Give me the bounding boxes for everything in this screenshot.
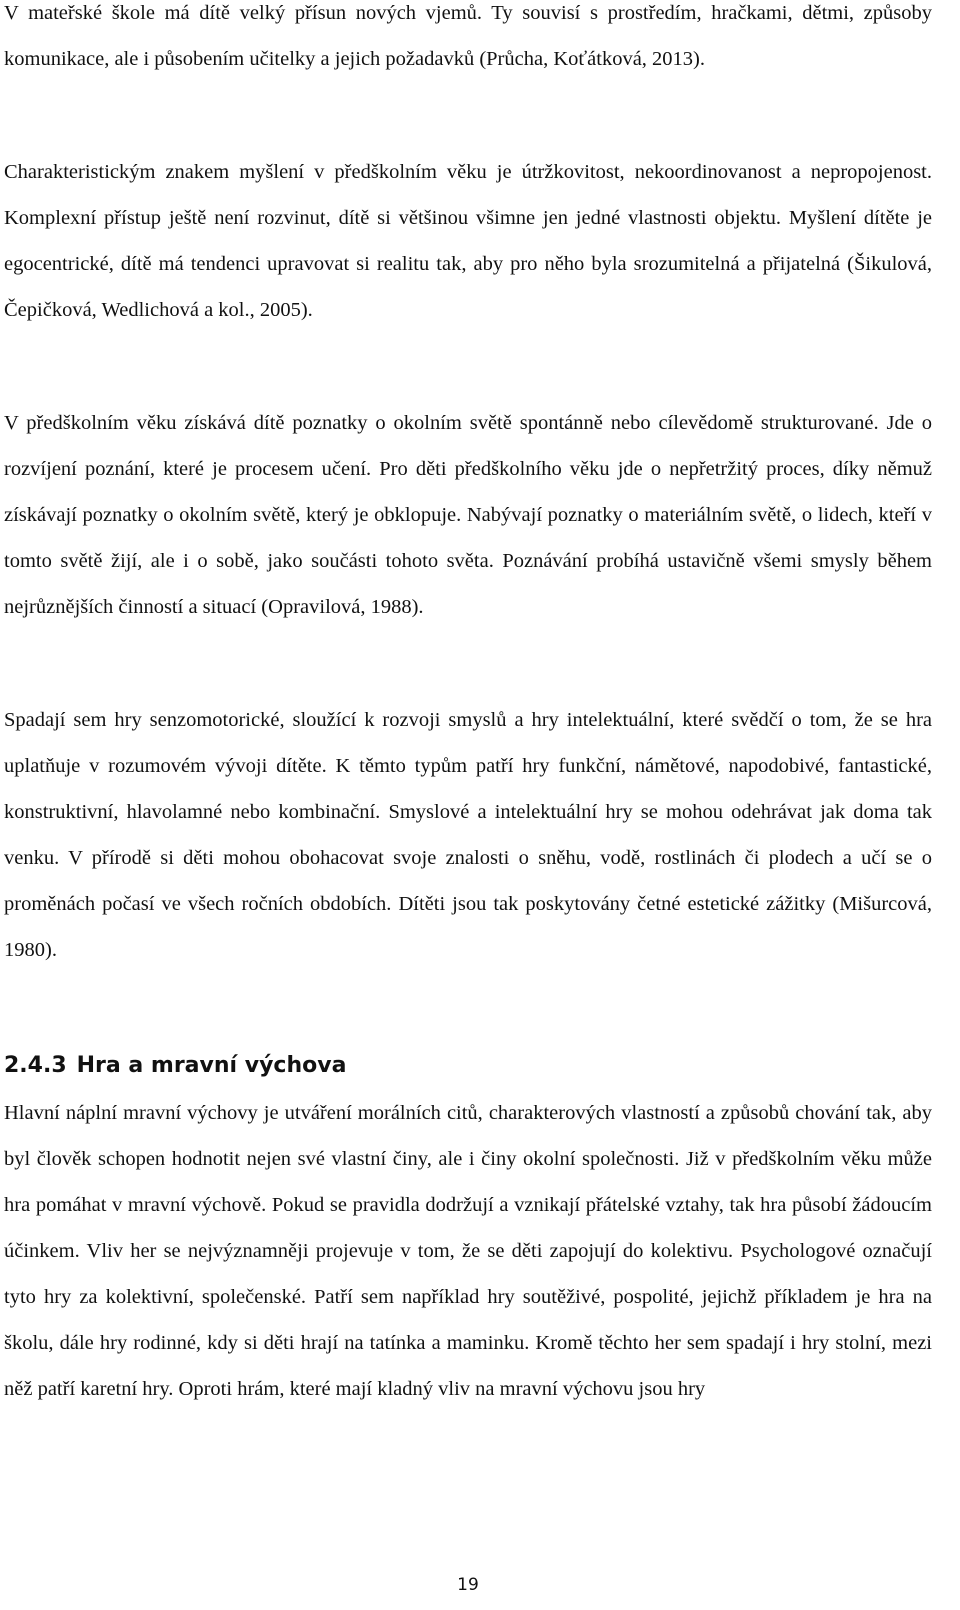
- section-heading: [4, 1043, 346, 1089]
- paragraph-sensory-intellectual-games: Spadají sem hry senzomotorické, sloužící k rozvoji smyslů a hry intelektuální, které svědčí o tom, že se hra uplatňuje v rozumovém vývoji dítěte. K těmto typům patří hry funkční, námětové, napodobivé, fantastické, konstruktivní, hlavolamné nebo kombinační. Smyslové a intelektuální hry se mohou odehrávat jak doma tak venku. V přírodě si děti mohou obohacovat svoje znalosti o sněhu, vodě, rostlinách či plodech a učí se o proměnách počasí ve všech ročních obdobích. Dítěti jsou tak poskytovány četné estetické zážitky (Mišurcová, 1980).: [4, 709, 932, 961]
- section-number: 2.4.3: [4, 1053, 67, 1078]
- section-title: Hra a mravní výchova: [76, 1053, 347, 1078]
- paragraph-thinking-characteristics: Charakteristickým znakem myšlení v předškolním věku je útržkovitost, nekoordinovanost a nepropojenost. Komplexní přístup ještě není rozvinut, dítě si většinou všimne jen jedné vlastnosti objektu. Myšlení dítěte je egocentrické, dítě má tendenci upravovat si realitu tak, aby pro něho byla srozumitelná a přijatelná (Šikulová, Čepičková, Wedlichová a kol., 2005).: [4, 161, 932, 321]
- paragraph-new-impressions: V mateřské škole má dítě velký přísun nových vjemů. Ty souvisí s prostředím, hračkami, dětmi, způsoby komunikace, ale i působením učitelky a jejich požadavků (Průcha, Koťátková, 2013).: [4, 2, 932, 70]
- paragraph-moral-education: Hlavní náplní mravní výchovy je utváření morálních citů, charakterových vlastností a způsobů chování tak, aby byl člověk schopen hodnotit nejen své vlastní činy, ale i činy okolní společnosti. Již v předškolním věku může hra pomáhat v mravní výchově. Pokud se pravidla dodržují a vznikají přátelské vztahy, tak hra působí žádoucím účinkem. Vliv her se nejvýznamněji projevuje v tom, že se děti zapojují do kolektivu. Psychologové označují tyto hry za kolektivní, společenské. Patří sem například hry soutěživé, pospolité, jejichž příkladem je hra na školu, dále hry rodinné, kdy si děti hrají na tatínka a maminku. Kromě těchto her sem spadají i hry stolní, mezi něž patří karetní hry. Oproti hrám, které mají kladný vliv na mravní výchovu jsou hry: [4, 1102, 932, 1400]
- page-number: 19: [457, 1575, 479, 1595]
- paragraph-knowledge-acquisition: V předškolním věku získává dítě poznatky o okolním světě spontánně nebo cílevědomě strukturované. Jde o rozvíjení poznání, které je procesem učení. Pro děti předškolního věku jde o nepřetržitý proces, díky němuž získávají poznatky o okolním světě, který je obklopuje. Nabývají poznatky o materiálním světě, o lidech, kteří v tomto světě žijí, ale i o sobě, jako součásti tohoto světa. Poznávání probíhá ustavičně všemi smysly během nejrůznějších činností a situací (Opravilová, 1988).: [4, 412, 932, 618]
